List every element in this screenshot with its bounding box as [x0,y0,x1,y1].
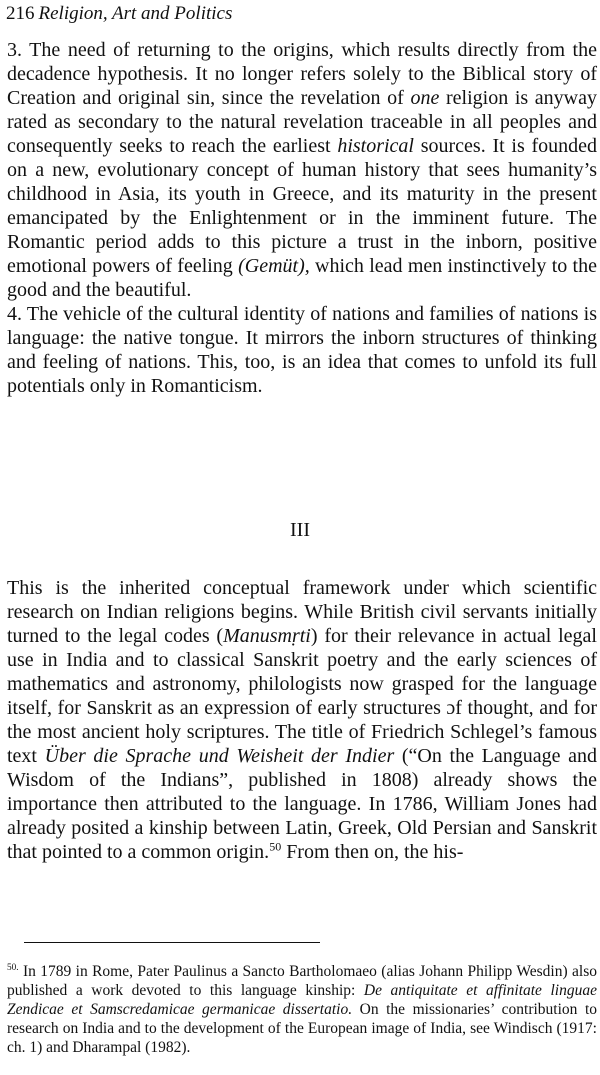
footnote-ref: 50 [269,839,282,854]
paragraph-item-4: 4. The vehicle of the cultural identity of nations and families of nations is language: the native tongue. It mirrors the inborn structures of thinking and feeling of nations. This, too, is an idea that comes to unfold its full potentials only in Romanticism. [7,303,597,397]
footnote-divider [24,942,320,943]
section-a-text [7,38,597,398]
paragraph-item-3: 3. The need of returning to the origins, which results directly from the decadence hypothesis. It no longer refers solely to the Biblical story of Creation and original sin, since the revelation of one religion is anyway rated as secondary to the natural revelation traceable in all peoples and consequently seeks to reach the earliest historical sources. It is founded on a new, evolutionary concept of human history that sees humanity’s childhood in Asia, its youth in Greece, and its maturity in the present emancipated by the Enlightenment or in the imminent future. The Romantic period adds to this picture a trust in the inborn, positive emotional powers of feeling (Gemüt), which lead men instinctively to the good and the beautiful. [7,39,598,301]
footnote: $^{50.}$ In 1789 in Rome, Pater Paulinus a Sancto Bartholomaeo (alias Johann Philipp Wesdin) also published a work devoted to this language kinship: De antiquitate et affinitate linguae Zendicae et Samscredamicae germanicae dissertatio. On the missionaries’ contribution to research on India and to the development of the European image of India, see Windisch (1917: ch. 1) and Dharampal (1982). [7,962,597,1056]
paragraph-section-iii: This is the inherited conceptual framework under which scientific research on Indian religions begins. While British civil servants initially turned to the legal codes (Manusmṛti) for their relevance in actual legal use in India and to classical Sanskrit poetry and the early sciences of mathematics and astronomy, philologists now grasped for the language itself, for Sanskrit as an expression of early structures ɔf thought, and for the most ancient holy scriptures. The title of Friedrich Schlegel’s famous text Über die Sprache und Weisheit der Indier (“On the Language and Wisdom of the Indians”, published in 1808) already shows the importance then attributed to the language. In 1786, William Jones had already posited a kinship between Latin, Greek, Old Persian and Sanskrit that pointed to a common origin.$^{50}$ From then on, the his- [7,577,597,863]
footnote-number: 50. [7,962,19,973]
running-header [6,2,232,26]
section-b-text [7,576,597,864]
running-title: Religion, Art and Politics [38,3,233,24]
section-heading: III [290,519,310,541]
page-number: 216 [6,3,35,24]
